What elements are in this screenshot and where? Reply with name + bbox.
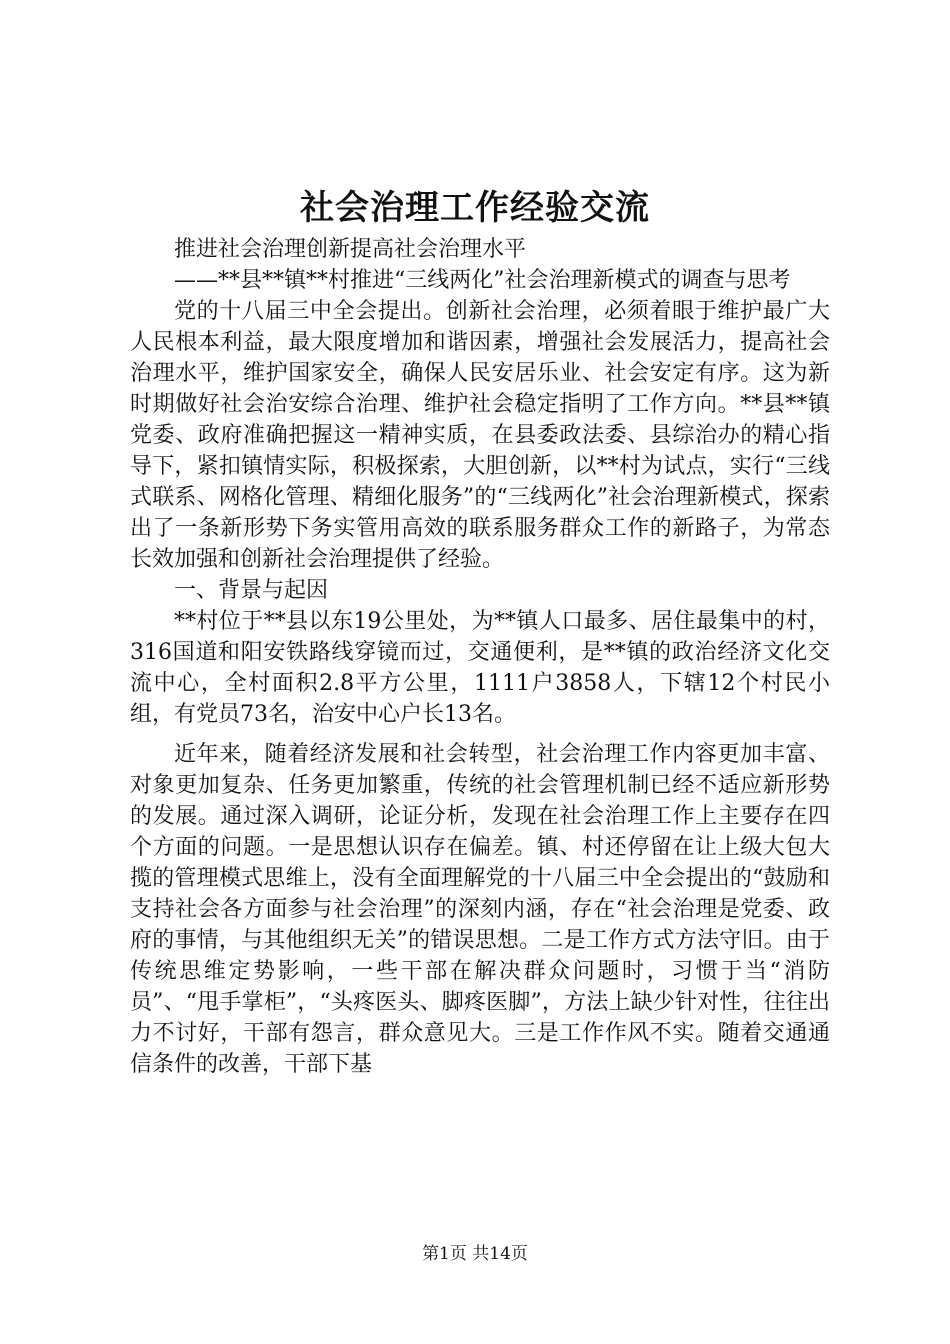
subtitle: 推进社会治理创新提高社会治理水平 (174, 237, 527, 262)
section-heading: 一、背景与起因 (174, 578, 329, 603)
document-body (130, 234, 830, 1080)
paragraph-village-profile: **村位于**县以东19公里处，为**镇人口最多、居住最集中的村，316国道和阳安铁路线穿镜而过，交通便利，是**镇的政治经济文化交流中心，全村面积2.8平方公里，1111户3858人，下辖12个村民小组，有党员73名，治安中心户长13名。 (130, 609, 830, 727)
subtitle-secondary: ——**县**镇**村推进“三线两化”社会治理新模式的调查与思考 (174, 268, 791, 293)
paragraph-intro: 党的十八届三中全会提出。创新社会治理，必须着眼于维护最广大人民根本利益，最大限度增加和谐因素，增强社会发展活力，提高社会治理水平，维护国家安全，确保人民安居乐业、社会安定有序。这为新时期做好社会治安综合治理、维护社会稳定指明了工作方向。**县**镇党委、政府准确把握这一精神实质，在县委政法委、县综治办的精心指导下，紧扣镇情实际，积极探索，大胆创新，以**村为试点，实行“三线式联系、网格化管理、精细化服务”的“三线两化”社会治理新模式，探索出了一条新形势下务实管用高效的联系服务群众工作的新路子，为常态长效加强和创新社会治理提供了经验。 (130, 299, 830, 572)
page-footer: 第1页 共14页 (422, 1244, 528, 1264)
page-title: 社会治理工作经验交流 (300, 188, 650, 228)
paragraph-problems: 近年来，随着经济发展和社会转型，社会治理工作内容更加丰富、对象更加复杂、任务更加繁重，传统的社会管理机制已经不适应新形势的发展。通过深入调研，论证分析，发现在社会治理工作上主要存在四个方面的问题。一是思想认识存在偏差。镇、村还停留在让上级大包大揽的管理模式思维上，没有全面理解党的十八届三中全会提出的“鼓励和支持社会各方面参与社会治理”的深刻内涵，存在“社会治理是党委、政府的事情，与其他组织无关”的错误思想。二是工作方式方法守旧。由于传统思维定势影响，一些干部在解决群众问题时，习惯于当“消防员”、“甩手掌柜”，“头疼医头、脚疼医脚”，方法上缺少针对性，往往出力不讨好，干部有怨言，群众意见大。三是工作作风不实。随着交通通信条件的改善，干部下基 (130, 742, 830, 1077)
